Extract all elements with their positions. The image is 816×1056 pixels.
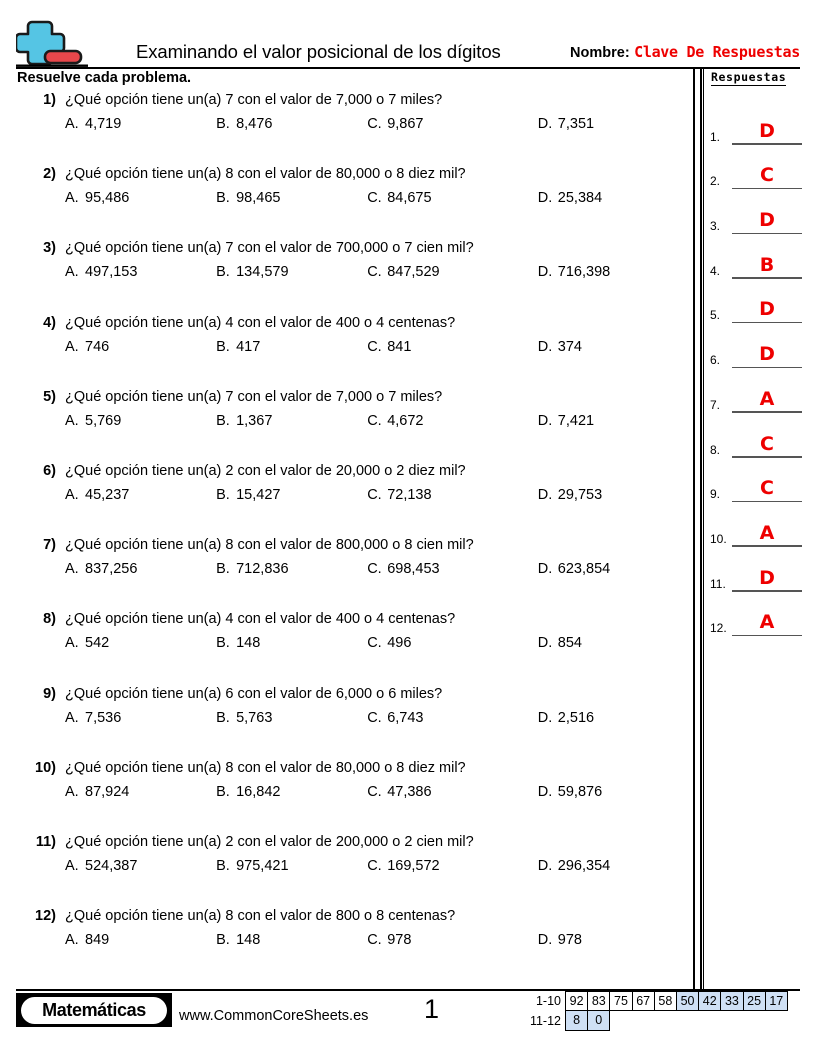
brand-logo xyxy=(16,993,172,1027)
choice-option[interactable] xyxy=(65,858,216,874)
choice-option[interactable] xyxy=(538,710,684,726)
choice-value: 542 xyxy=(85,635,110,652)
question-row xyxy=(16,166,684,182)
choice-option[interactable] xyxy=(538,858,684,874)
score-row xyxy=(524,1011,804,1031)
choice-option[interactable] xyxy=(538,487,684,503)
choice-option[interactable] xyxy=(65,116,216,132)
choice-row xyxy=(16,339,684,355)
score-cell: 17 xyxy=(765,991,788,1011)
choice-option[interactable] xyxy=(367,561,538,577)
score-cell: 8 xyxy=(565,1011,588,1031)
problem-list xyxy=(16,92,684,982)
choice-value: 296,354 xyxy=(557,857,611,874)
choice-row xyxy=(16,635,684,651)
question-text: ¿Qué opción tiene un(a) 4 con el valor de 400 o 4 centenas? xyxy=(65,314,456,331)
question-row xyxy=(16,908,684,924)
choice-value: 1,367 xyxy=(236,412,273,429)
choice-row xyxy=(16,561,684,577)
choice-option[interactable] xyxy=(538,264,684,280)
choice-letter: B. xyxy=(216,709,230,726)
answer-blank-line xyxy=(732,635,802,636)
problem-item xyxy=(16,315,684,389)
choice-option[interactable] xyxy=(65,413,216,429)
name-value[interactable]: Clave De Respuestas xyxy=(634,43,800,61)
problem-item xyxy=(16,537,684,611)
choice-letter: A. xyxy=(65,783,79,800)
header-divider xyxy=(16,67,800,69)
choice-letter: D. xyxy=(537,635,553,652)
question-number: 7) xyxy=(43,537,56,554)
choice-value: 497,153 xyxy=(85,264,138,281)
answer-value[interactable]: C xyxy=(760,164,774,187)
plus-minus-icon xyxy=(16,18,88,68)
choice-option[interactable] xyxy=(538,784,684,800)
choice-option[interactable] xyxy=(538,932,684,948)
choice-letter: A. xyxy=(65,561,79,578)
choice-option[interactable] xyxy=(216,339,367,355)
question-row xyxy=(16,686,684,702)
choice-value: 841 xyxy=(387,338,412,355)
choice-option[interactable] xyxy=(367,487,538,503)
choice-letter: C. xyxy=(367,635,382,652)
choice-letter: B. xyxy=(216,116,230,132)
question-text: ¿Qué opción tiene un(a) 6 con el valor de 6,000 o 6 miles? xyxy=(65,685,443,702)
choice-option[interactable] xyxy=(538,190,684,206)
choice-value: 975,421 xyxy=(236,857,289,874)
answer-value[interactable]: D xyxy=(759,566,775,589)
answer-row xyxy=(710,547,802,592)
site-url[interactable]: www.CommonCoreSheets.es xyxy=(179,1008,369,1024)
question-row xyxy=(16,92,684,108)
choice-row xyxy=(16,858,684,874)
question-number: 4) xyxy=(43,314,56,331)
question-number: 6) xyxy=(43,462,56,479)
choice-value: 29,753 xyxy=(557,486,603,503)
choice-letter: D. xyxy=(537,932,553,949)
score-range-label: 11-12 xyxy=(529,1014,561,1028)
answer-value[interactable]: B xyxy=(759,253,775,276)
choice-value: 712,836 xyxy=(236,561,289,578)
choice-value: 5,769 xyxy=(85,412,122,429)
choice-option[interactable] xyxy=(65,190,216,206)
choice-row xyxy=(16,413,684,429)
score-cell: 33 xyxy=(720,991,743,1011)
choice-option[interactable] xyxy=(216,858,367,874)
question-text: ¿Qué opción tiene un(a) 7 con el valor de 700,000 o 7 cien mil? xyxy=(65,240,474,257)
answer-panel-divider-thin xyxy=(693,69,695,990)
problem-item xyxy=(16,463,684,537)
choice-letter: B. xyxy=(216,486,230,503)
choice-value: 854 xyxy=(557,635,582,652)
choice-value: 4,719 xyxy=(85,116,122,132)
choice-option[interactable] xyxy=(367,932,538,948)
choice-option[interactable] xyxy=(367,635,538,651)
choice-letter: D. xyxy=(537,857,553,874)
score-cell: 92 xyxy=(565,991,588,1011)
score-cell-group xyxy=(566,991,788,1011)
problem-item xyxy=(16,908,684,982)
choice-letter: A. xyxy=(65,857,79,874)
choice-option[interactable] xyxy=(367,784,538,800)
choice-option[interactable] xyxy=(216,932,367,948)
choice-value: 8,476 xyxy=(236,116,273,132)
answer-number: 8. xyxy=(710,442,721,457)
answer-value[interactable]: D xyxy=(759,298,775,321)
choice-value: 849 xyxy=(85,932,110,949)
question-text: ¿Qué opción tiene un(a) 8 con el valor de 800 o 8 centenas? xyxy=(65,908,456,925)
choice-value: 847,529 xyxy=(387,264,440,281)
score-cell: 83 xyxy=(587,991,610,1011)
answer-key-list xyxy=(710,100,802,636)
answer-number: 5. xyxy=(710,308,721,323)
answer-number: 9. xyxy=(710,487,721,502)
question-text: ¿Qué opción tiene un(a) 8 con el valor de 80,000 o 8 diez mil? xyxy=(65,759,466,776)
question-row xyxy=(16,537,684,553)
choice-value: 623,854 xyxy=(557,561,611,578)
choice-letter: D. xyxy=(537,338,553,355)
question-row xyxy=(16,760,684,776)
answer-row xyxy=(710,458,802,503)
answer-number: 2. xyxy=(710,174,721,189)
choice-row xyxy=(16,784,684,800)
question-text: ¿Qué opción tiene un(a) 2 con el valor de 200,000 o 2 cien mil? xyxy=(65,833,474,850)
choice-letter: A. xyxy=(65,412,79,429)
question-text: ¿Qué opción tiene un(a) 7 con el valor de 7,000 o 7 miles? xyxy=(65,388,443,405)
choice-option[interactable] xyxy=(216,116,367,132)
score-cell-group xyxy=(566,1011,610,1031)
choice-option[interactable] xyxy=(367,190,538,206)
choice-option[interactable] xyxy=(65,264,216,280)
instructions-text: Resuelve cada problema. xyxy=(17,70,192,86)
answer-row xyxy=(710,368,802,413)
choice-value: 84,675 xyxy=(387,190,432,207)
answer-number: 3. xyxy=(710,219,721,234)
choice-value: 25,384 xyxy=(557,190,603,207)
choice-letter: A. xyxy=(65,635,79,652)
choice-option[interactable] xyxy=(538,635,684,651)
choice-row xyxy=(16,710,684,726)
choice-letter: C. xyxy=(367,412,382,429)
question-number: 1) xyxy=(43,92,56,108)
choice-value: 9,867 xyxy=(387,116,424,132)
choice-letter: D. xyxy=(537,264,553,281)
score-cell: 42 xyxy=(698,991,721,1011)
question-row xyxy=(16,389,684,405)
score-row xyxy=(524,991,804,1011)
question-row xyxy=(16,834,684,850)
question-number: 12) xyxy=(35,908,56,925)
choice-letter: A. xyxy=(65,709,79,726)
choice-value: 6,743 xyxy=(387,709,424,726)
choice-letter: A. xyxy=(65,190,79,207)
choice-letter: D. xyxy=(537,561,553,578)
choice-value: 7,421 xyxy=(557,412,595,429)
question-number: 10) xyxy=(35,759,56,776)
choice-value: 87,924 xyxy=(85,783,130,800)
choice-option[interactable] xyxy=(65,561,216,577)
choice-value: 15,427 xyxy=(236,486,281,503)
answer-number: 7. xyxy=(710,397,721,412)
choice-letter: D. xyxy=(537,783,553,800)
choice-value: 524,387 xyxy=(85,857,138,874)
choice-option[interactable] xyxy=(65,339,216,355)
page-header xyxy=(16,18,800,68)
choice-letter: B. xyxy=(216,857,230,874)
choice-value: 169,572 xyxy=(387,857,440,874)
choice-value: 7,351 xyxy=(557,116,595,132)
answer-value[interactable]: D xyxy=(759,209,775,232)
choice-letter: D. xyxy=(537,116,553,132)
choice-row xyxy=(16,116,684,132)
choice-option[interactable] xyxy=(216,264,367,280)
choice-option[interactable] xyxy=(216,784,367,800)
choice-value: 837,256 xyxy=(85,561,138,578)
choice-letter: B. xyxy=(216,783,230,800)
choice-value: 978 xyxy=(557,932,582,949)
choice-option[interactable] xyxy=(65,710,216,726)
answer-row xyxy=(710,279,802,324)
choice-value: 7,536 xyxy=(85,709,122,726)
choice-letter: A. xyxy=(65,264,79,281)
problem-item xyxy=(16,686,684,760)
choice-option[interactable] xyxy=(65,487,216,503)
choice-value: 2,516 xyxy=(557,709,595,726)
choice-option[interactable] xyxy=(538,561,684,577)
choice-value: 59,876 xyxy=(557,783,603,800)
answer-key-panel xyxy=(710,68,802,636)
answer-number: 11. xyxy=(710,576,726,591)
answer-row xyxy=(710,100,802,145)
score-cell: 75 xyxy=(609,991,632,1011)
choice-letter: D. xyxy=(537,412,553,429)
answer-number: 10. xyxy=(710,531,727,546)
choice-value: 148 xyxy=(236,932,261,949)
question-text: ¿Qué opción tiene un(a) 4 con el valor de 400 o 4 centenas? xyxy=(65,611,456,628)
choice-letter: B. xyxy=(216,338,230,355)
choice-letter: B. xyxy=(216,635,230,652)
choice-value: 496 xyxy=(387,635,412,652)
choice-value: 5,763 xyxy=(236,709,273,726)
choice-letter: C. xyxy=(367,783,382,800)
choice-letter: B. xyxy=(216,412,230,429)
choice-value: 978 xyxy=(387,932,412,949)
problem-item xyxy=(16,760,684,834)
choice-option[interactable] xyxy=(216,561,367,577)
answer-row xyxy=(710,189,802,234)
choice-letter: B. xyxy=(216,561,230,578)
choice-option[interactable] xyxy=(367,116,538,132)
answer-number: 1. xyxy=(710,129,721,144)
choice-letter: C. xyxy=(367,486,382,503)
choice-letter: B. xyxy=(216,264,230,281)
question-row xyxy=(16,240,684,256)
choice-option[interactable] xyxy=(538,339,684,355)
problem-item xyxy=(16,389,684,463)
answer-value[interactable]: D xyxy=(759,343,775,366)
choice-letter: A. xyxy=(65,932,79,949)
choice-option[interactable] xyxy=(65,635,216,651)
brand-label: Matemáticas xyxy=(42,999,146,1020)
problem-item xyxy=(16,834,684,908)
question-number: 2) xyxy=(43,166,56,183)
question-number: 8) xyxy=(43,611,56,628)
choice-option[interactable] xyxy=(367,858,538,874)
question-text: ¿Qué opción tiene un(a) 2 con el valor de 20,000 o 2 diez mil? xyxy=(65,462,466,479)
choice-letter: A. xyxy=(65,486,79,503)
problem-item xyxy=(16,92,684,166)
question-number: 9) xyxy=(43,685,56,702)
choice-letter: D. xyxy=(537,709,553,726)
choice-value: 716,398 xyxy=(557,264,611,281)
choice-value: 95,486 xyxy=(85,190,130,207)
choice-option[interactable] xyxy=(65,932,216,948)
answer-value[interactable]: A xyxy=(759,387,775,410)
choice-option[interactable] xyxy=(216,413,367,429)
choice-letter: C. xyxy=(367,116,382,132)
choice-letter: C. xyxy=(367,190,382,207)
answer-number: 4. xyxy=(710,263,721,278)
choice-row xyxy=(16,190,684,206)
page-number: 1 xyxy=(424,994,440,1024)
problem-item xyxy=(16,166,684,240)
problem-item xyxy=(16,240,684,314)
choice-value: 4,672 xyxy=(387,412,424,429)
answer-value[interactable]: A xyxy=(759,611,775,634)
choice-value: 417 xyxy=(236,338,261,355)
question-number: 3) xyxy=(43,240,56,257)
answer-value[interactable]: A xyxy=(759,521,775,544)
answer-value[interactable]: C xyxy=(760,432,774,455)
score-cell: 50 xyxy=(676,991,699,1011)
choice-option[interactable] xyxy=(367,339,538,355)
choice-value: 16,842 xyxy=(236,783,281,800)
problem-item xyxy=(16,611,684,685)
choice-letter: C. xyxy=(367,264,382,281)
question-row xyxy=(16,315,684,331)
choice-option[interactable] xyxy=(367,264,538,280)
choice-letter: B. xyxy=(216,932,230,949)
name-label: Nombre: xyxy=(570,45,630,61)
question-number: 5) xyxy=(43,388,56,405)
choice-letter: C. xyxy=(367,338,382,355)
choice-option[interactable] xyxy=(538,116,684,132)
choice-letter: D. xyxy=(537,190,553,207)
answer-panel-divider-gap xyxy=(702,69,703,990)
choice-letter: C. xyxy=(367,932,382,949)
choice-row xyxy=(16,932,684,948)
choice-option[interactable] xyxy=(538,413,684,429)
score-cell: 0 xyxy=(587,1011,610,1031)
answer-value[interactable]: D xyxy=(759,119,775,142)
choice-value: 746 xyxy=(85,338,110,355)
question-row xyxy=(16,463,684,479)
choice-value: 698,453 xyxy=(387,561,440,578)
score-cell: 58 xyxy=(654,991,677,1011)
choice-value: 45,237 xyxy=(85,486,130,503)
choice-letter: C. xyxy=(367,857,382,874)
answer-value[interactable]: C xyxy=(760,477,774,500)
choice-option[interactable] xyxy=(65,784,216,800)
score-range-label: 1-10 xyxy=(535,994,561,1008)
answer-key-heading: Respuestas xyxy=(711,70,787,84)
answer-row xyxy=(710,413,802,458)
answer-row xyxy=(710,592,802,637)
page-footer xyxy=(16,991,800,1039)
answer-row xyxy=(710,234,802,279)
question-row xyxy=(16,611,684,627)
choice-value: 47,386 xyxy=(387,783,432,800)
choice-option[interactable] xyxy=(367,710,538,726)
choice-value: 98,465 xyxy=(236,190,281,207)
choice-value: 374 xyxy=(557,338,582,355)
brand-pill xyxy=(21,997,167,1024)
question-text: ¿Qué opción tiene un(a) 8 con el valor de 80,000 o 8 diez mil? xyxy=(65,166,466,183)
answer-number: 12. xyxy=(710,621,727,636)
choice-letter: A. xyxy=(65,116,79,132)
question-text: ¿Qué opción tiene un(a) 8 con el valor de 800,000 o 8 cien mil? xyxy=(65,537,474,554)
choice-letter: A. xyxy=(65,338,79,355)
answer-row xyxy=(710,145,802,190)
choice-letter: B. xyxy=(216,190,230,207)
choice-value: 148 xyxy=(236,635,261,652)
choice-option[interactable] xyxy=(367,413,538,429)
choice-letter: D. xyxy=(537,486,553,503)
score-cell: 25 xyxy=(743,991,766,1011)
question-text: ¿Qué opción tiene un(a) 7 con el valor de 7,000 o 7 miles? xyxy=(65,92,443,108)
choice-option[interactable] xyxy=(216,635,367,651)
choice-letter: C. xyxy=(367,709,382,726)
score-cell: 67 xyxy=(632,991,655,1011)
answer-row xyxy=(710,323,802,368)
choice-value: 134,579 xyxy=(236,264,289,281)
score-grid xyxy=(524,991,804,1031)
answer-row xyxy=(710,502,802,547)
choice-value: 72,138 xyxy=(387,486,432,503)
choice-letter: C. xyxy=(367,561,382,578)
choice-row xyxy=(16,487,684,503)
page-title: Examinando el valor posicional de los dígitos xyxy=(136,41,501,62)
name-field-block xyxy=(500,43,800,62)
choice-option[interactable] xyxy=(216,190,367,206)
choice-option[interactable] xyxy=(216,487,367,503)
choice-option[interactable] xyxy=(216,710,367,726)
answer-number: 6. xyxy=(710,353,721,368)
choice-row xyxy=(16,264,684,280)
question-number: 11) xyxy=(35,833,56,850)
